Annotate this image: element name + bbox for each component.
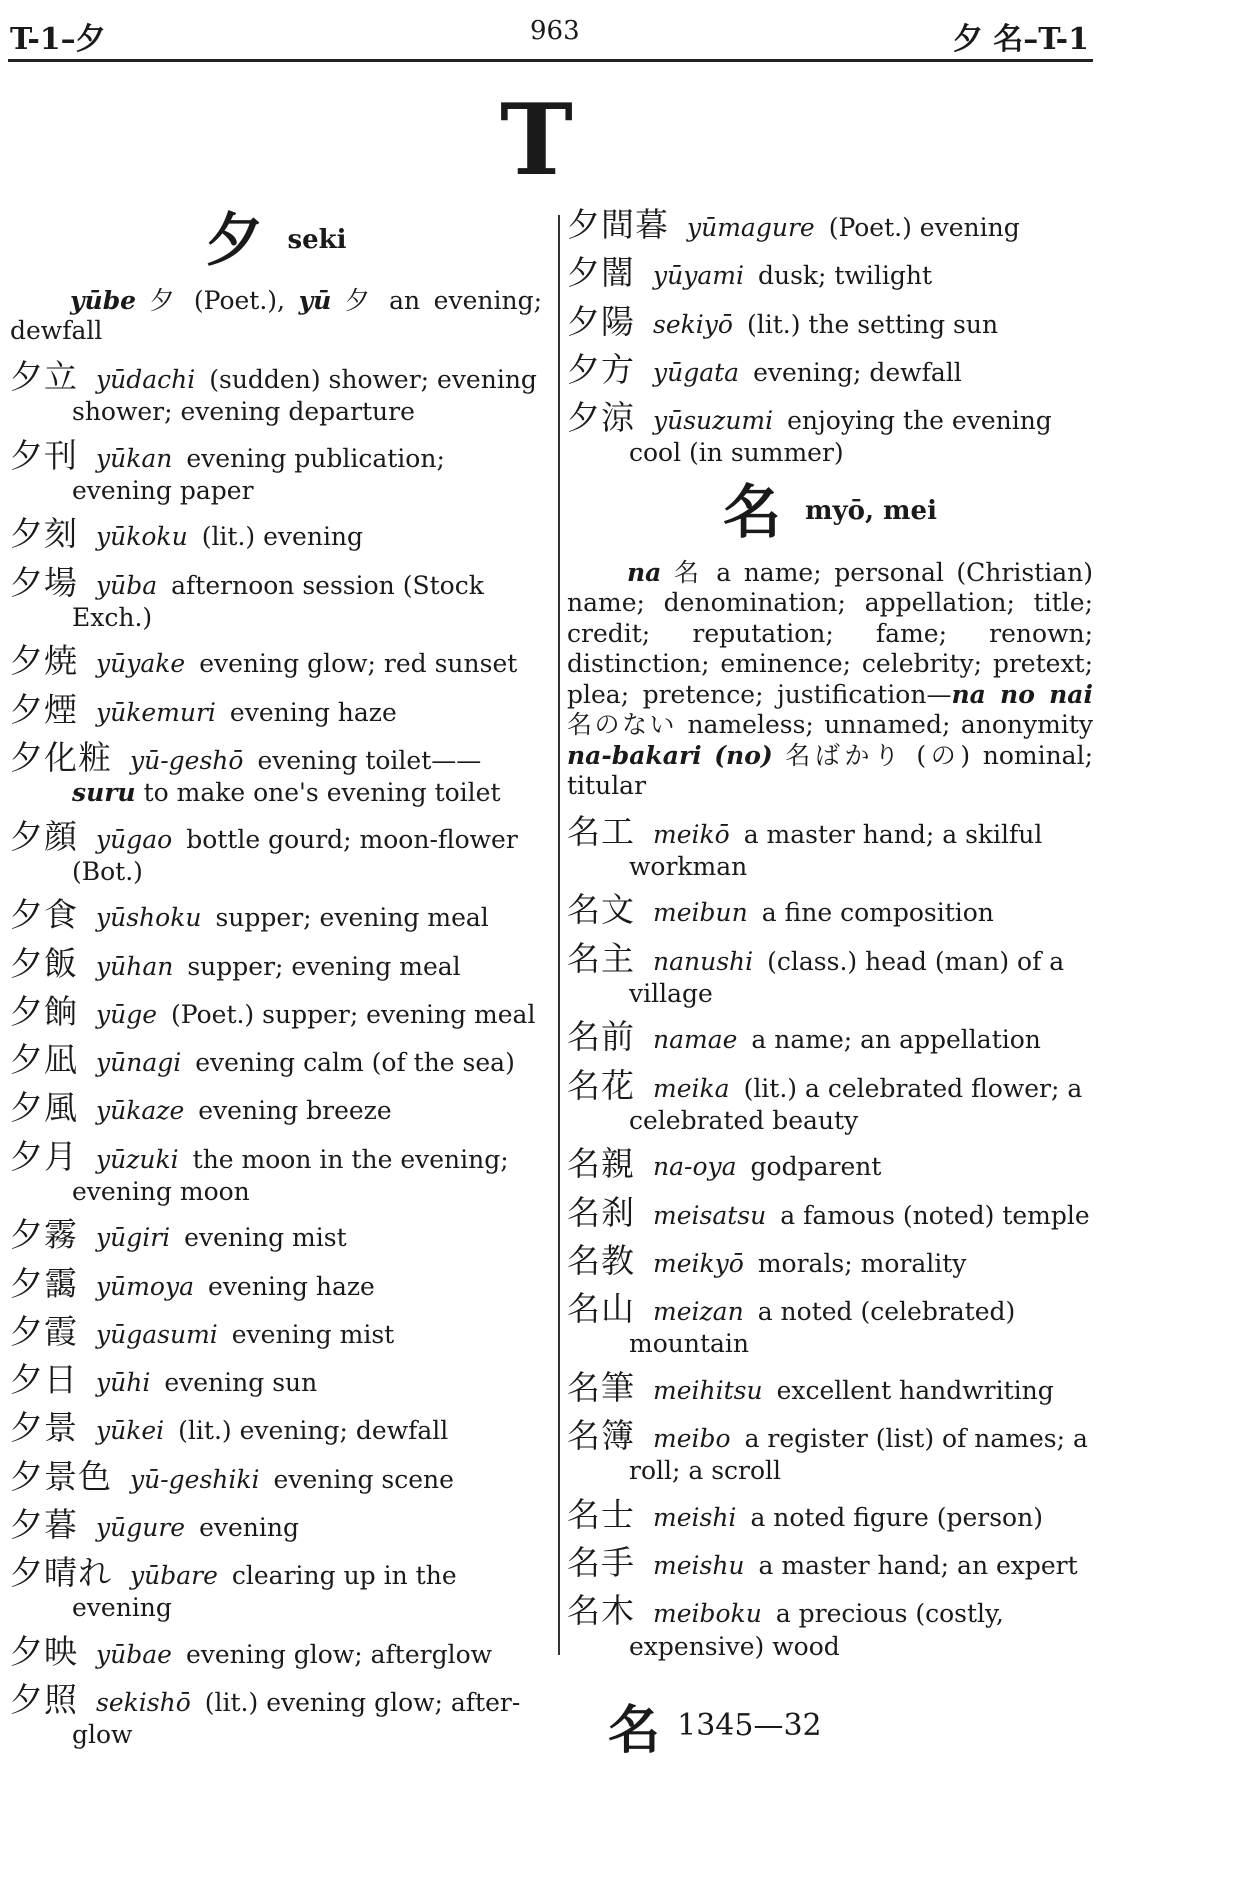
dictionary-entry	[10, 1408, 542, 1448]
entry-kanji: 夕景色	[10, 1456, 112, 1496]
page-number: 963	[530, 16, 580, 46]
dictionary-entry	[10, 1505, 542, 1545]
heading-reading: myō, mei	[804, 496, 937, 527]
entry-romaji: yūkan	[96, 443, 173, 473]
entry-romaji: meika	[653, 1073, 730, 1103]
entry-romaji: yūyake	[96, 649, 186, 679]
entry-kanji: 名木	[567, 1591, 635, 1631]
entry-romaji: yūzuki	[96, 1144, 179, 1174]
entry-gloss: a name; an appellation	[751, 1025, 1041, 1055]
entry-romaji: yūgata	[653, 357, 740, 387]
entry-kanji: 夕闇	[567, 253, 635, 293]
dictionary-entry	[10, 1553, 542, 1624]
dictionary-entry	[567, 302, 1093, 342]
footer-kanji: 名	[608, 1700, 661, 1761]
definition-text: nominal; titular	[567, 740, 1093, 800]
entry-gloss: afternoon session (Stock Exch.)	[72, 570, 484, 632]
entry-kanji: 夕靄	[10, 1263, 78, 1303]
entry-kanji: 夕照	[10, 1680, 78, 1719]
entry-gloss: to make one's evening toilet	[143, 778, 501, 807]
dictionary-entry	[567, 1591, 1093, 1662]
entry-romaji: meisatsu	[653, 1200, 767, 1230]
entry-kanji: 名前	[567, 1017, 635, 1057]
dictionary-entry	[567, 939, 1093, 1010]
entry-gloss: evening calm (of the sea)	[195, 1048, 515, 1077]
entry-kanji: 名山	[567, 1289, 635, 1328]
header-rule	[8, 59, 1093, 62]
entry-gloss: evening toilet——	[257, 745, 482, 775]
entry-gloss: (Poet.) evening	[828, 213, 1020, 242]
dictionary-entry	[10, 1137, 542, 1208]
entry-romaji: yūhan	[96, 951, 174, 981]
entry-romaji: yūkemuri	[96, 697, 216, 727]
entry-kanji: 夕日	[10, 1360, 78, 1399]
entry-gloss: evening haze	[229, 697, 397, 727]
dictionary-entry	[10, 944, 542, 984]
entry-kanji: 夕煙	[10, 689, 78, 729]
entry-kanji: 夕食	[10, 895, 78, 935]
entry-gloss: evening glow; red sunset	[199, 649, 518, 679]
entry-romaji: yūdachi	[96, 364, 196, 394]
entry-gloss: (class.) head (man) of a village	[629, 946, 1065, 1008]
dictionary-entry	[567, 350, 1093, 390]
entry-romaji: yūkei	[96, 1416, 165, 1446]
entry-romaji: meiboku	[653, 1599, 762, 1629]
definition-text: an evening; dewfall	[10, 285, 542, 346]
entry-kanji: 夕刊	[10, 435, 78, 475]
entry-romaji: meihitsu	[653, 1375, 763, 1405]
entry-romaji: yūgiri	[96, 1223, 171, 1253]
entry-romaji: meizan	[653, 1297, 744, 1326]
entry-romaji: meishi	[653, 1502, 737, 1532]
kanji-heading-seki	[10, 205, 542, 276]
entry-list-right-top	[567, 205, 1093, 469]
entry-kanji: 夕間暮	[567, 205, 669, 244]
header-left-guide: T-1–夕	[10, 22, 106, 57]
dictionary-entry	[10, 1215, 542, 1255]
entry-romaji: meibo	[653, 1424, 731, 1453]
entry-gloss: evening publication; evening paper	[72, 443, 445, 505]
entry-romaji: namae	[653, 1025, 738, 1055]
entry-gloss: a fine composition	[761, 898, 994, 928]
entry-kanji: 夕立	[10, 356, 78, 396]
entry-romaji: sekiyō	[653, 309, 733, 339]
entry-kanji: 夕餉	[10, 991, 78, 1031]
entry-kanji: 夕暮	[10, 1504, 78, 1544]
entry-gloss: a noted figure (person)	[750, 1502, 1043, 1532]
entry-kanji: 夕映	[10, 1631, 78, 1671]
dictionary-entry	[10, 992, 542, 1032]
entry-kanji: 名士	[567, 1494, 635, 1534]
entry-kanji: 名親	[567, 1144, 635, 1184]
entry-kanji: 夕凪	[10, 1040, 78, 1079]
dictionary-entry	[567, 1543, 1093, 1583]
entry-romaji: yūhi	[96, 1368, 151, 1397]
entry-gloss: evening glow; afterglow	[185, 1639, 493, 1669]
entry-kanji: 夕霞	[10, 1311, 78, 1351]
entry-gloss: evening scene	[273, 1464, 454, 1494]
entry-romaji: yūnagi	[96, 1048, 182, 1077]
dictionary-entry	[10, 690, 542, 730]
entry-kanji: 夕飯	[10, 943, 78, 983]
entry-gloss: bottle gourd; moon-flower (Bot.)	[72, 824, 518, 886]
entry-romaji: meikō	[653, 819, 730, 849]
dictionary-entry	[10, 1264, 542, 1304]
entry-gloss: clearing up in the evening	[72, 1561, 457, 1623]
entry-kanji: 夕焼	[10, 641, 78, 681]
dictionary-entry	[567, 253, 1093, 293]
entry-romaji: yūba	[96, 570, 158, 600]
entry-romaji: meishu	[653, 1551, 745, 1580]
definition-text: (Poet.),	[193, 285, 285, 315]
dictionary-entry	[10, 436, 542, 507]
definition-word: yū	[298, 285, 332, 315]
entry-romaji: yūkoku	[96, 522, 188, 552]
entry-romaji: yūbae	[96, 1639, 172, 1669]
definition-kanji: 夕	[344, 285, 376, 315]
entry-kanji: 夕顔	[10, 816, 78, 856]
dictionary-entry	[567, 812, 1093, 883]
entry-kanji: 名主	[567, 938, 635, 978]
entry-romaji: nanushi	[653, 946, 754, 976]
entry-kanji: 夕方	[567, 349, 635, 389]
entry-gloss: godparent	[750, 1152, 882, 1182]
entry-gloss: (sudden) shower; evening shower; evening departure	[72, 364, 537, 426]
entry-gloss: evening mist	[184, 1223, 347, 1253]
entry-kanji: 名工	[567, 811, 635, 851]
kanji-heading-myo	[567, 477, 1093, 548]
dictionary-entry	[567, 1495, 1093, 1535]
entry-romaji: yūge	[96, 999, 158, 1029]
right-column	[567, 205, 1093, 1670]
entry-gloss: (lit.) the setting sun	[746, 309, 999, 339]
entry-kanji: 夕涼	[567, 398, 635, 437]
dictionary-entry	[10, 1680, 542, 1751]
dictionary-entry	[567, 1066, 1093, 1137]
entry-kanji: 夕風	[10, 1088, 78, 1128]
entry-gloss: a precious (costly, expensive) wood	[629, 1599, 1004, 1661]
dictionary-entry	[567, 1416, 1093, 1487]
dictionary-entry	[567, 1193, 1093, 1233]
entry-kanji: 名教	[567, 1240, 635, 1280]
entry-gloss: morals; morality	[757, 1248, 967, 1278]
entry-romaji: sekishō	[96, 1688, 191, 1717]
dictionary-entry	[10, 563, 542, 634]
entry-romaji: yūmoya	[96, 1271, 195, 1301]
header-right-guide: 夕 名–T-1	[952, 22, 1089, 57]
entry-romaji: yū-geshō	[130, 745, 244, 775]
dictionary-entry	[567, 890, 1093, 930]
dictionary-entry	[10, 1040, 542, 1080]
entry-romaji: yū-geshiki	[130, 1464, 260, 1494]
entry-kanji: 夕化粧	[10, 737, 112, 777]
dictionary-entry	[567, 1289, 1093, 1360]
dictionary-entry	[10, 357, 542, 428]
dictionary-entry	[10, 1360, 542, 1400]
page-header	[8, 0, 1093, 60]
entry-gloss: a famous (noted) temple	[780, 1200, 1090, 1230]
entry-gloss: a master hand; an expert	[758, 1551, 1078, 1580]
entry-gloss: evening; dewfall	[753, 357, 962, 387]
definition-text: a name; personal (Christian) name; denomination; appellation; title; credit; reputation; fame; renown; distinction; eminence; celebrity; pretext; plea; pretence; justification—	[567, 557, 1093, 709]
entry-romaji: yūkaze	[96, 1096, 185, 1126]
dictionary-entry	[567, 398, 1093, 469]
entry-gloss: (Poet.) supper; evening meal	[171, 999, 536, 1029]
entry-gloss: a master hand; a skilful workman	[629, 819, 1043, 881]
entry-romaji: yūbare	[130, 1561, 218, 1590]
heading-kanji: 夕	[205, 206, 264, 274]
footer-index-number: 1345—32	[677, 1708, 822, 1743]
entry-romaji: yūshoku	[96, 903, 202, 933]
dictionary-entry	[10, 1632, 542, 1672]
dictionary-entry	[567, 1368, 1093, 1408]
section-letter: T	[500, 83, 573, 198]
entry-kanji: 名手	[567, 1543, 635, 1582]
definition-kanji: 夕	[149, 285, 181, 315]
left-column	[10, 205, 542, 1759]
entry-romaji: na-oya	[653, 1152, 737, 1182]
entry-kanji: 夕景	[10, 1408, 78, 1448]
entry-kanji: 名筆	[567, 1367, 635, 1407]
definition-kanji: 名ばかり (の)	[785, 740, 971, 770]
entry-gloss: (lit.) evening; dewfall	[178, 1416, 449, 1446]
definition-word: yūbe	[70, 285, 137, 315]
column-divider	[558, 215, 560, 1655]
entry-romaji: yūyami	[653, 261, 744, 291]
entry-kanji: 夕晴れ	[10, 1553, 112, 1592]
definition-kanji: 名	[673, 557, 704, 587]
entry-romaji: meibun	[653, 898, 748, 928]
entry-romaji: meikyō	[653, 1248, 744, 1278]
entry-romaji: yūsuzumi	[653, 406, 774, 435]
entry-gloss: a noted (celebrated) mountain	[629, 1297, 1016, 1359]
entry-kanji: 夕場	[10, 562, 78, 602]
entry-gloss: (lit.) evening glow; after-glow	[72, 1688, 521, 1750]
entry-gloss: a register (list) of names; a roll; a scroll	[629, 1424, 1088, 1486]
entry-kanji: 名簿	[567, 1416, 635, 1455]
entry-romaji: yūgao	[96, 824, 173, 854]
entry-gloss: the moon in the evening; evening moon	[72, 1144, 509, 1206]
entry-kanji: 夕月	[10, 1136, 78, 1176]
kanji-definition	[567, 558, 1093, 802]
kanji-index-footer	[608, 1688, 822, 1763]
entry-gloss: supper; evening meal	[187, 951, 461, 981]
dictionary-entry	[10, 1088, 542, 1128]
entry-gloss: evening sun	[164, 1368, 318, 1397]
entry-compound-verb: suru	[72, 778, 136, 807]
dictionary-entry	[567, 1017, 1093, 1057]
entry-gloss: dusk; twilight	[757, 261, 933, 291]
entry-gloss: excellent handwriting	[776, 1375, 1054, 1405]
entry-gloss: (lit.) evening	[201, 522, 364, 552]
definition-word: na no nai	[951, 679, 1093, 709]
definition-word: na-bakari	[567, 740, 702, 770]
dictionary-entry	[10, 895, 542, 935]
entry-kanji: 名刹	[567, 1192, 635, 1232]
definition-word-suffix: (no)	[714, 740, 773, 770]
dictionary-entry	[10, 514, 542, 554]
entry-kanji: 名文	[567, 890, 635, 930]
dictionary-entry	[10, 1312, 542, 1352]
entry-kanji: 名花	[567, 1065, 635, 1105]
heading-kanji: 名	[723, 477, 782, 546]
definition-text: nameless; unnamed; anonymity	[687, 710, 1093, 739]
entry-gloss: evening	[199, 1512, 299, 1542]
dictionary-entry	[10, 641, 542, 681]
entry-gloss: evening breeze	[198, 1096, 392, 1126]
entry-gloss: (lit.) a celebrated flower; a celebrated beauty	[629, 1073, 1083, 1135]
entry-romaji: yūgure	[96, 1512, 186, 1542]
dictionary-entry	[10, 1457, 542, 1497]
dictionary-entry	[567, 1144, 1093, 1184]
definition-kanji: 名のない	[567, 710, 677, 739]
kanji-definition	[10, 286, 542, 347]
entry-list-left	[10, 357, 542, 1751]
entry-gloss: enjoying the evening cool (in summer)	[629, 406, 1052, 468]
definition-word: na	[627, 557, 662, 587]
entry-kanji: 夕霧	[10, 1215, 78, 1255]
dictionary-entry	[567, 205, 1093, 245]
heading-reading: seki	[287, 224, 347, 255]
entry-list-right	[567, 812, 1093, 1663]
entry-gloss: evening mist	[231, 1319, 395, 1349]
dictionary-entry	[567, 1241, 1093, 1281]
entry-romaji: yūgasumi	[96, 1319, 218, 1349]
entry-gloss: evening haze	[208, 1271, 375, 1301]
dictionary-entry	[10, 817, 542, 888]
dictionary-entry	[10, 738, 542, 809]
entry-kanji: 夕刻	[10, 514, 78, 554]
entry-gloss: supper; evening meal	[215, 903, 489, 933]
entry-romaji: yūmagure	[687, 213, 815, 242]
entry-kanji: 夕陽	[567, 301, 635, 341]
